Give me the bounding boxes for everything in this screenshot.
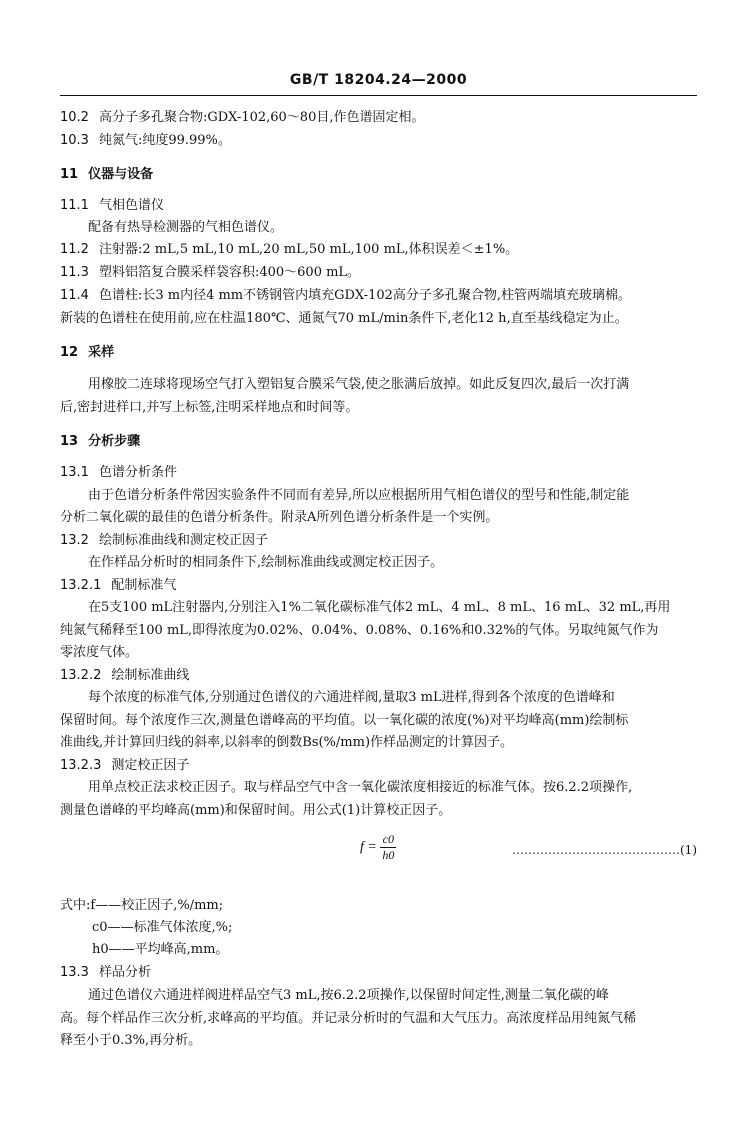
clause-number: 11.3 — [60, 265, 89, 280]
fraction-denominator: h0 — [382, 848, 395, 862]
clause-11-1 — [60, 196, 697, 216]
clause-13-2 — [60, 531, 697, 551]
paragraph: 新装的色谱柱在使用前,应在柱温180℃、通氮气70 mL/min条件下,老化12 h,直至基线稳定为止。 — [60, 311, 628, 326]
paragraph: 每个浓度的标准气体,分别通过色谱仪的六通进样阀,量取3 mL进样,得到各个浓度的色谱峰和 — [88, 690, 615, 705]
clause-title: 样品分析 — [98, 965, 151, 980]
paragraph: 配备有热导检测器的气相色谱仪。 — [88, 220, 284, 235]
formula-1 — [360, 832, 396, 863]
where-line-f — [60, 896, 697, 916]
fraction-numerator: c0 — [380, 832, 396, 848]
section-number: 11 — [60, 167, 79, 182]
section-13-heading — [60, 432, 697, 452]
page-header: GB/T 18204.24—2000 — [289, 72, 468, 88]
clause-text: 塑料铝箔复合膜采样袋容积:400～600 mL。 — [98, 265, 361, 280]
where-h0: h0——平均峰高,mm。 — [92, 942, 229, 957]
clause-number: 13.2 — [60, 533, 89, 548]
clause-number: 10.3 — [60, 133, 89, 148]
paragraph: 用单点校正法求校正因子。取与样品空气中含一氧化碳浓度相接近的标准气体。按6.2.2项操作, — [88, 780, 633, 795]
section-title: 采样 — [88, 345, 115, 360]
clause-number: 11.2 — [60, 242, 89, 257]
paragraph: 分析二氧化碳的最佳的色谱分析条件。附录A所列色谱分析条件是一个实例。 — [60, 510, 499, 525]
where-label: 式中: — [60, 898, 91, 913]
paragraph: 保留时间。每个浓度作三次,测量色谱峰高的平均值。以一氧化碳的浓度(%)对平均峰高(mm)绘制标 — [60, 713, 629, 728]
clause-text: 注射器:2 mL,5 mL,10 mL,20 mL,50 mL,100 mL,体积误差＜±1%。 — [98, 242, 519, 257]
section-12-heading — [60, 343, 697, 363]
clause-13-3 — [60, 963, 697, 983]
header-rule — [60, 95, 697, 96]
clause-title: 色谱分析条件 — [98, 465, 177, 480]
paragraph: 纯氮气稀释至100 mL,即得浓度为0.02%、0.04%、0.08%、0.16%和0.32%的气体。另取纯氮气作为 — [60, 623, 659, 638]
clause-number: 13.1 — [60, 465, 89, 480]
section-number: 12 — [60, 345, 79, 360]
section-number: 13 — [60, 434, 79, 449]
clause-title: 配制标准气 — [111, 578, 177, 593]
paragraph: 测量色谱峰的平均峰高(mm)和保留时间。用公式(1)计算校正因子。 — [60, 803, 452, 818]
paragraph: 在5支100 mL注射器内,分别注入1%二氧化碳标准气体2 mL、4 mL、8 mL、16 mL、32 mL,再用 — [88, 600, 671, 615]
formula-lhs: f = — [360, 839, 377, 855]
clause-13-2-2 — [60, 666, 697, 686]
paragraph: 通过色谱仪六通进样阀进样品空气3 mL,按6.2.2项操作,以保留时间定性,测量二氧化碳的峰 — [88, 988, 609, 1003]
clause-text: 纯氮气:纯度99.99%。 — [98, 133, 231, 148]
clause-number: 10.2 — [60, 110, 89, 125]
where-f: f——校正因子,%/mm; — [90, 898, 224, 913]
clause-number: 11.1 — [60, 198, 89, 213]
clause-title: 绘制标准曲线和测定校正因子 — [98, 533, 268, 548]
leader-dots: …………………………………… — [512, 843, 680, 857]
clause-title: 测定校正因子 — [111, 758, 190, 773]
paragraph: 在作样品分析时的相同条件下,绘制标准曲线或测定校正因子。 — [88, 555, 444, 570]
clause-11-3 — [60, 263, 697, 283]
paragraph: 准曲线,并计算回归线的斜率,以斜率的倒数Bs(%/mm)作样品测定的计算因子。 — [60, 735, 514, 750]
equation-number-line — [512, 843, 697, 857]
paragraph: 由于色谱分析条件常因实验条件不同而有差异,所以应根据所用气相色谱仪的型号和性能,制定能 — [88, 488, 630, 503]
fraction — [380, 832, 396, 863]
clause-11-2 — [60, 240, 697, 260]
clause-title: 气相色谱仪 — [98, 198, 164, 213]
equation-number: (1) — [680, 843, 697, 857]
clause-13-2-1 — [60, 576, 697, 596]
clause-13-2-3 — [60, 756, 697, 776]
clause-13-1 — [60, 463, 697, 483]
clause-text: 色谱柱:长3 m内径4 mm不锈钢管内填充GDX-102高分子多孔聚合物,柱管两端填充玻璃棉。 — [98, 288, 632, 303]
paragraph: 释至小于0.3%,再分析。 — [60, 1033, 202, 1048]
clause-number: 13.2.1 — [60, 578, 102, 593]
clause-text: 高分子多孔聚合物:GDX-102,60～80目,作色谱固定相。 — [98, 110, 425, 125]
where-c0: c0——标准气体浓度,%; — [92, 920, 233, 935]
clause-10-2 — [60, 108, 697, 128]
clause-number: 11.4 — [60, 288, 89, 303]
clause-title: 绘制标准曲线 — [111, 668, 190, 683]
section-title: 分析步骤 — [88, 434, 141, 449]
clause-number: 13.3 — [60, 965, 89, 980]
paragraph: 后,密封进样口,并写上标签,注明采样地点和时间等。 — [60, 400, 359, 415]
clause-11-4 — [60, 286, 697, 306]
clause-10-3 — [60, 131, 697, 151]
section-title: 仪器与设备 — [88, 167, 154, 182]
paragraph: 高。每个样品作三次分析,求峰高的平均值。并记录分析时的气温和大气压力。高浓度样品用纯氮气稀 — [60, 1011, 637, 1026]
paragraph: 用橡胶二连球将现场空气打入塑铝复合膜采气袋,使之胀满后放掉。如此反复四次,最后一次打满 — [88, 377, 630, 392]
clause-number: 13.2.3 — [60, 758, 102, 773]
paragraph: 零浓度气体。 — [60, 645, 139, 660]
section-11-heading — [60, 165, 697, 185]
clause-number: 13.2.2 — [60, 668, 102, 683]
